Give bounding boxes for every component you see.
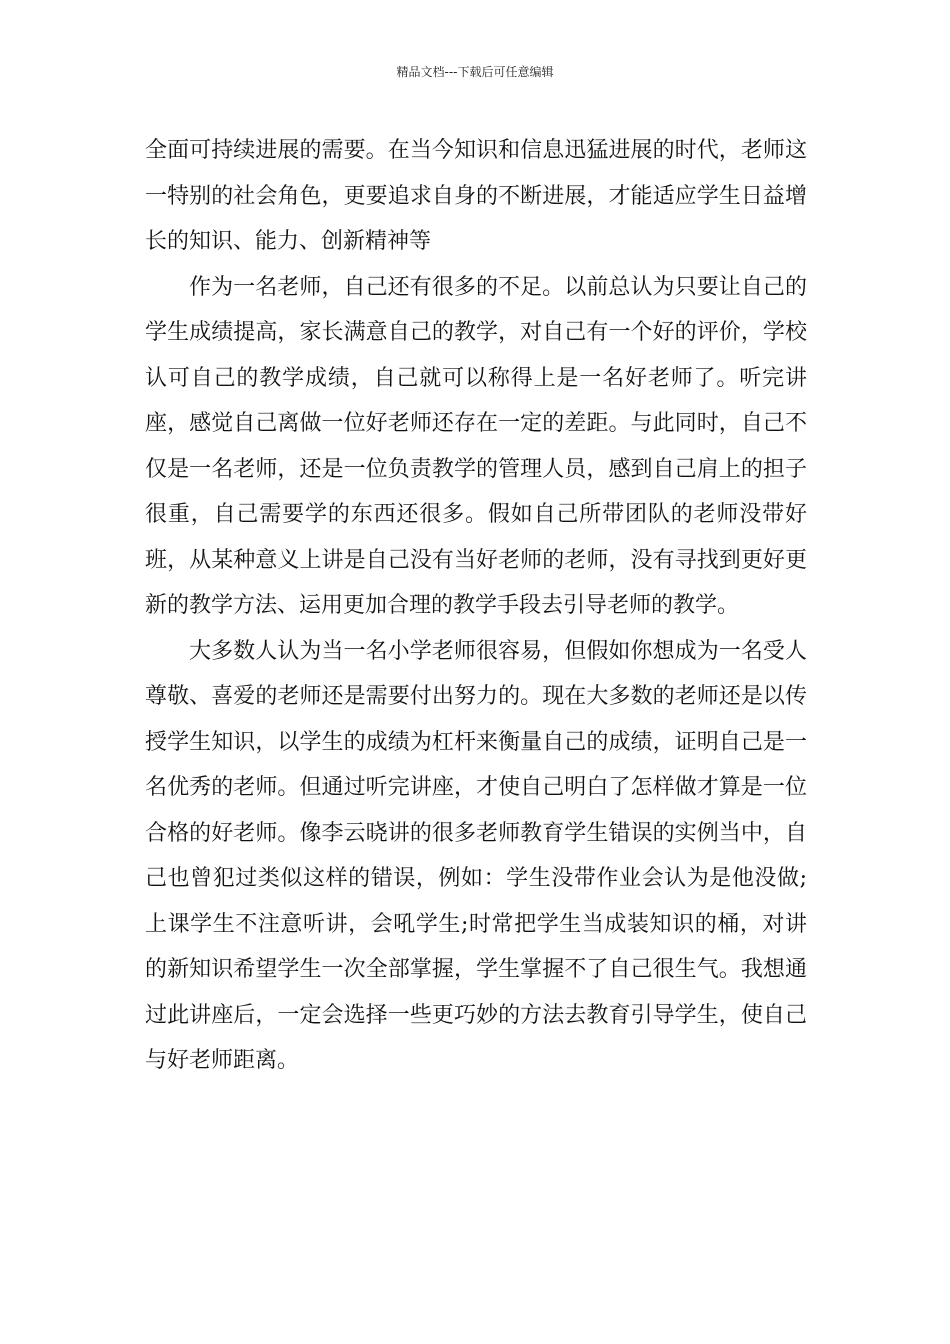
document-body: [145, 128, 807, 1084]
paragraph-good-teacher: 大多数人认为当一名小学老师很容易，但假如你想成为一名受人尊敬、喜爱的老师还是需要付出努力的。现在大多数的老师还是以传授学生知识，以学生的成绩为杠杆来衡量自己的成绩，证明自己是一名优秀的老师。但通过听完讲座，才使自己明白了怎样做才算是一位合格的好老师。像李云晓讲的很多老师教育学生错误的实例当中，自己也曾犯过类似这样的错误，例如：学生没带作业会认为是他没做;上课学生不注意听讲，会吼学生;时常把学生当成装知识的桶，对讲的新知识希望学生一次全部掌握，学生掌握不了自己很生气。我想通过此讲座后，一定会选择一些更巧妙的方法去教育引导学生，使自己与好老师距离。: [145, 638, 807, 1073]
paragraph-continuation: 全面可持续进展的需要。在当今知识和信息迅猛进展的时代，老师这一特别的社会角色，更要追求自身的不断进展，才能适应学生日益增长的知识、能力、创新精神等: [145, 138, 807, 254]
page-header: 精品文档---下载后可任意编辑: [396, 65, 554, 79]
paragraph-self-reflection: 作为一名老师，自己还有很多的不足。以前总认为只要让自己的学生成绩提高，家长满意自己的教学，对自己有一个好的评价，学校认可自己的教学成绩，自己就可以称得上是一名好老师了。听完讲座，感觉自己离做一位好老师还存在一定的差距。与此同时，自己不仅是一名老师，还是一位负责教学的管理人员，感到自己肩上的担子很重，自己需要学的东西还很多。假如自己所带团队的老师没带好班，从某种意义上讲是自己没有当好老师的老师，没有寻找到更好更新的教学方法、运用更加合理的教学手段去引导老师的教学。: [145, 274, 807, 618]
